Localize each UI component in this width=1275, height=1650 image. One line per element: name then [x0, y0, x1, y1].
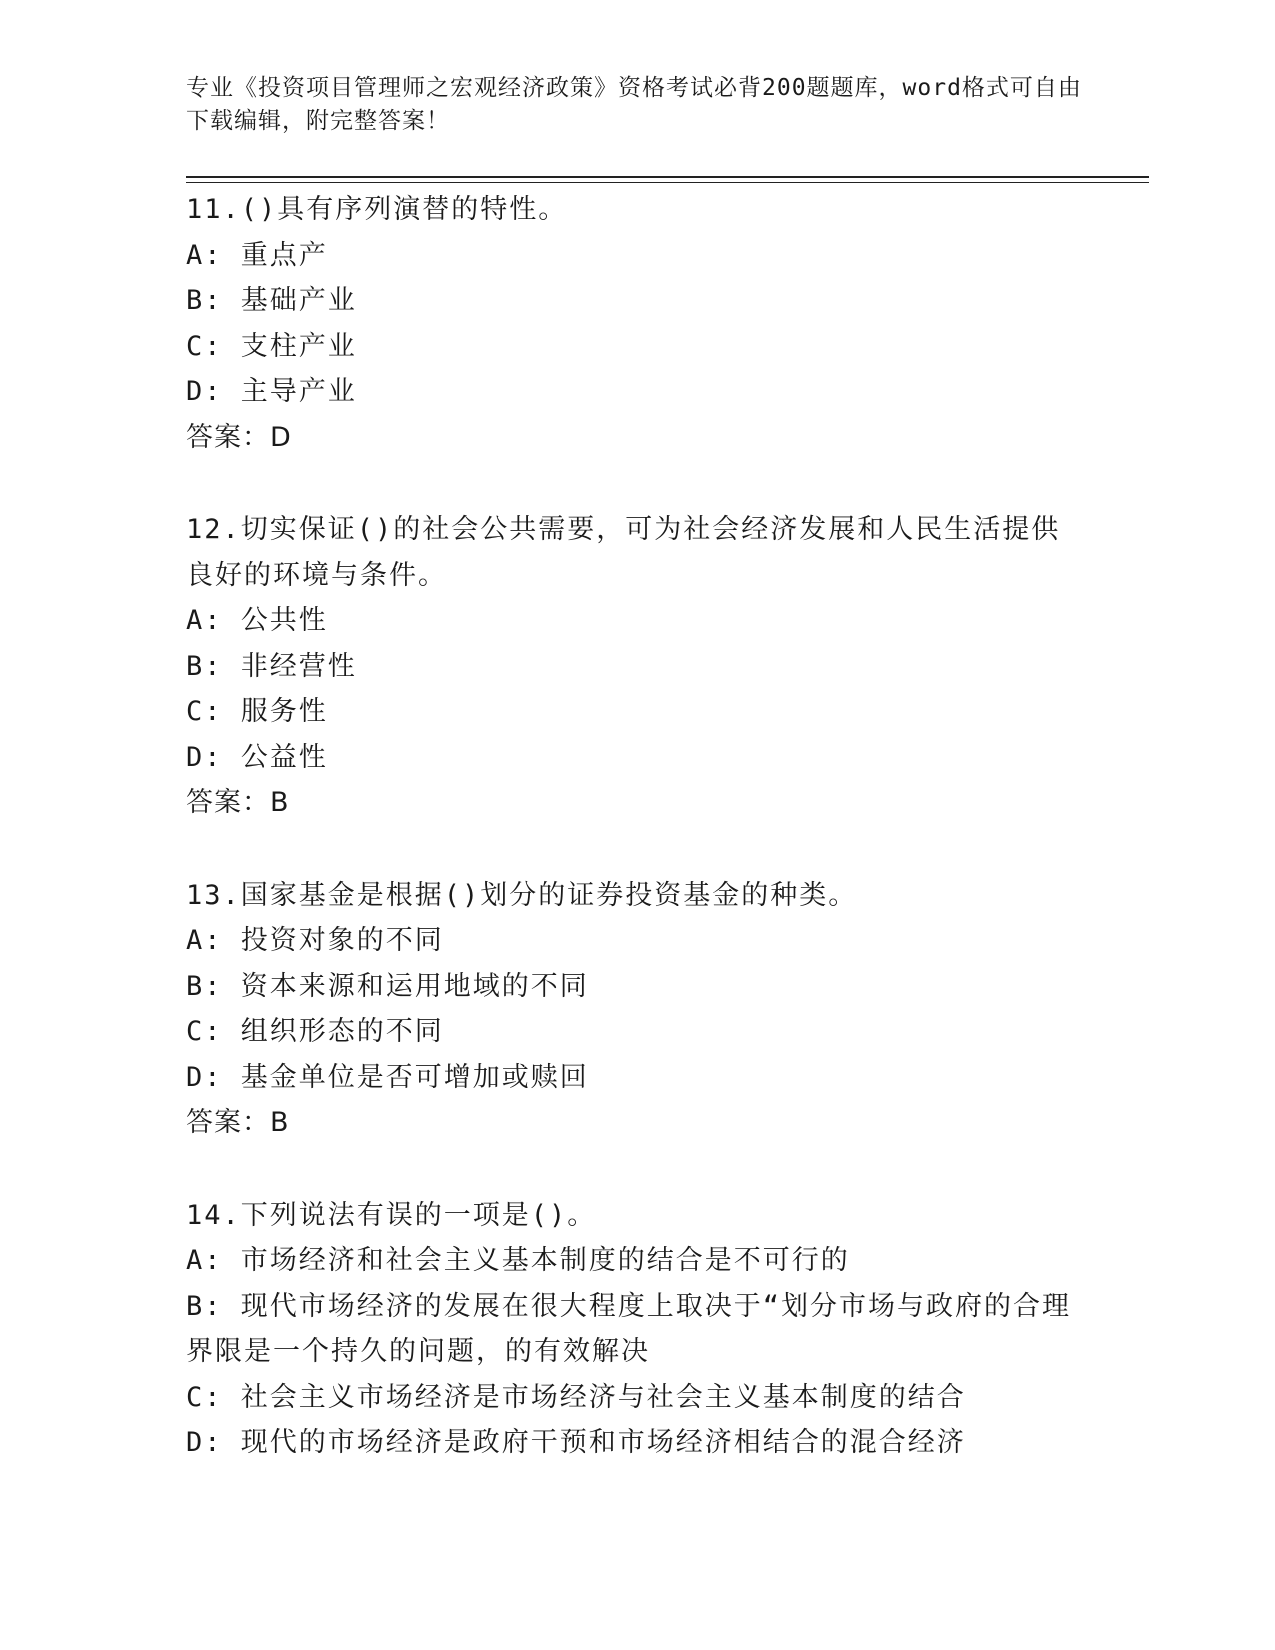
option-a: A: 重点产 [186, 239, 328, 271]
option-b: B: 基础产业 [186, 285, 357, 316]
question-list [186, 187, 1086, 1513]
option-c: C: 支柱产业 [186, 330, 357, 362]
header-divider-thin [186, 182, 1149, 183]
option-d: D: 基金单位是否可增加或赎回 [186, 1061, 589, 1093]
option-b: B: 资本来源和运用地域的不同 [186, 970, 589, 1002]
header-divider-thick [186, 176, 1149, 178]
question-stem: 12.切实保证()的社会公共需要，可为社会经济发展和人民生活提供良好的环境与条件。 [186, 514, 1061, 591]
answer-text: 答案：B [186, 787, 290, 818]
question-14 [186, 1193, 1086, 1466]
option-d: D: 主导产业 [186, 376, 357, 407]
answer-text: 答案：B [186, 1107, 290, 1138]
option-c: C: 社会主义市场经济是市场经济与社会主义基本制度的结合 [186, 1381, 966, 1413]
question-13 [186, 873, 1086, 1146]
option-c: C: 组织形态的不同 [186, 1016, 444, 1047]
option-c: C: 服务性 [186, 696, 328, 727]
question-11 [186, 187, 1086, 460]
question-stem: 14.下列说法有误的一项是()。 [186, 1199, 597, 1231]
question-12 [186, 507, 1086, 826]
option-a: A: 市场经济和社会主义基本制度的结合是不可行的 [186, 1245, 850, 1276]
option-d: D: 现代的市场经济是政府干预和市场经济相结合的混合经济 [186, 1427, 966, 1458]
answer-text: 答案：D [186, 421, 292, 453]
option-d: D: 公益性 [186, 741, 328, 773]
option-b: B: 非经营性 [186, 650, 357, 682]
option-b: B: 现代市场经济的发展在很大程度上取决于“划分市场与政府的合理界限是一个持久的问题，的有效解决 [186, 1290, 1072, 1367]
question-stem: 13.国家基金是根据()划分的证券投资基金的种类。 [186, 879, 858, 911]
document-header: 专业《投资项目管理师之宏观经济政策》资格考试必背200题题库，word格式可自由下载编辑，附完整答案！ [186, 75, 1082, 134]
question-stem: 11.()具有序列演替的特性。 [186, 194, 568, 225]
option-a: A: 投资对象的不同 [186, 925, 444, 956]
option-a: A: 公共性 [186, 605, 328, 636]
